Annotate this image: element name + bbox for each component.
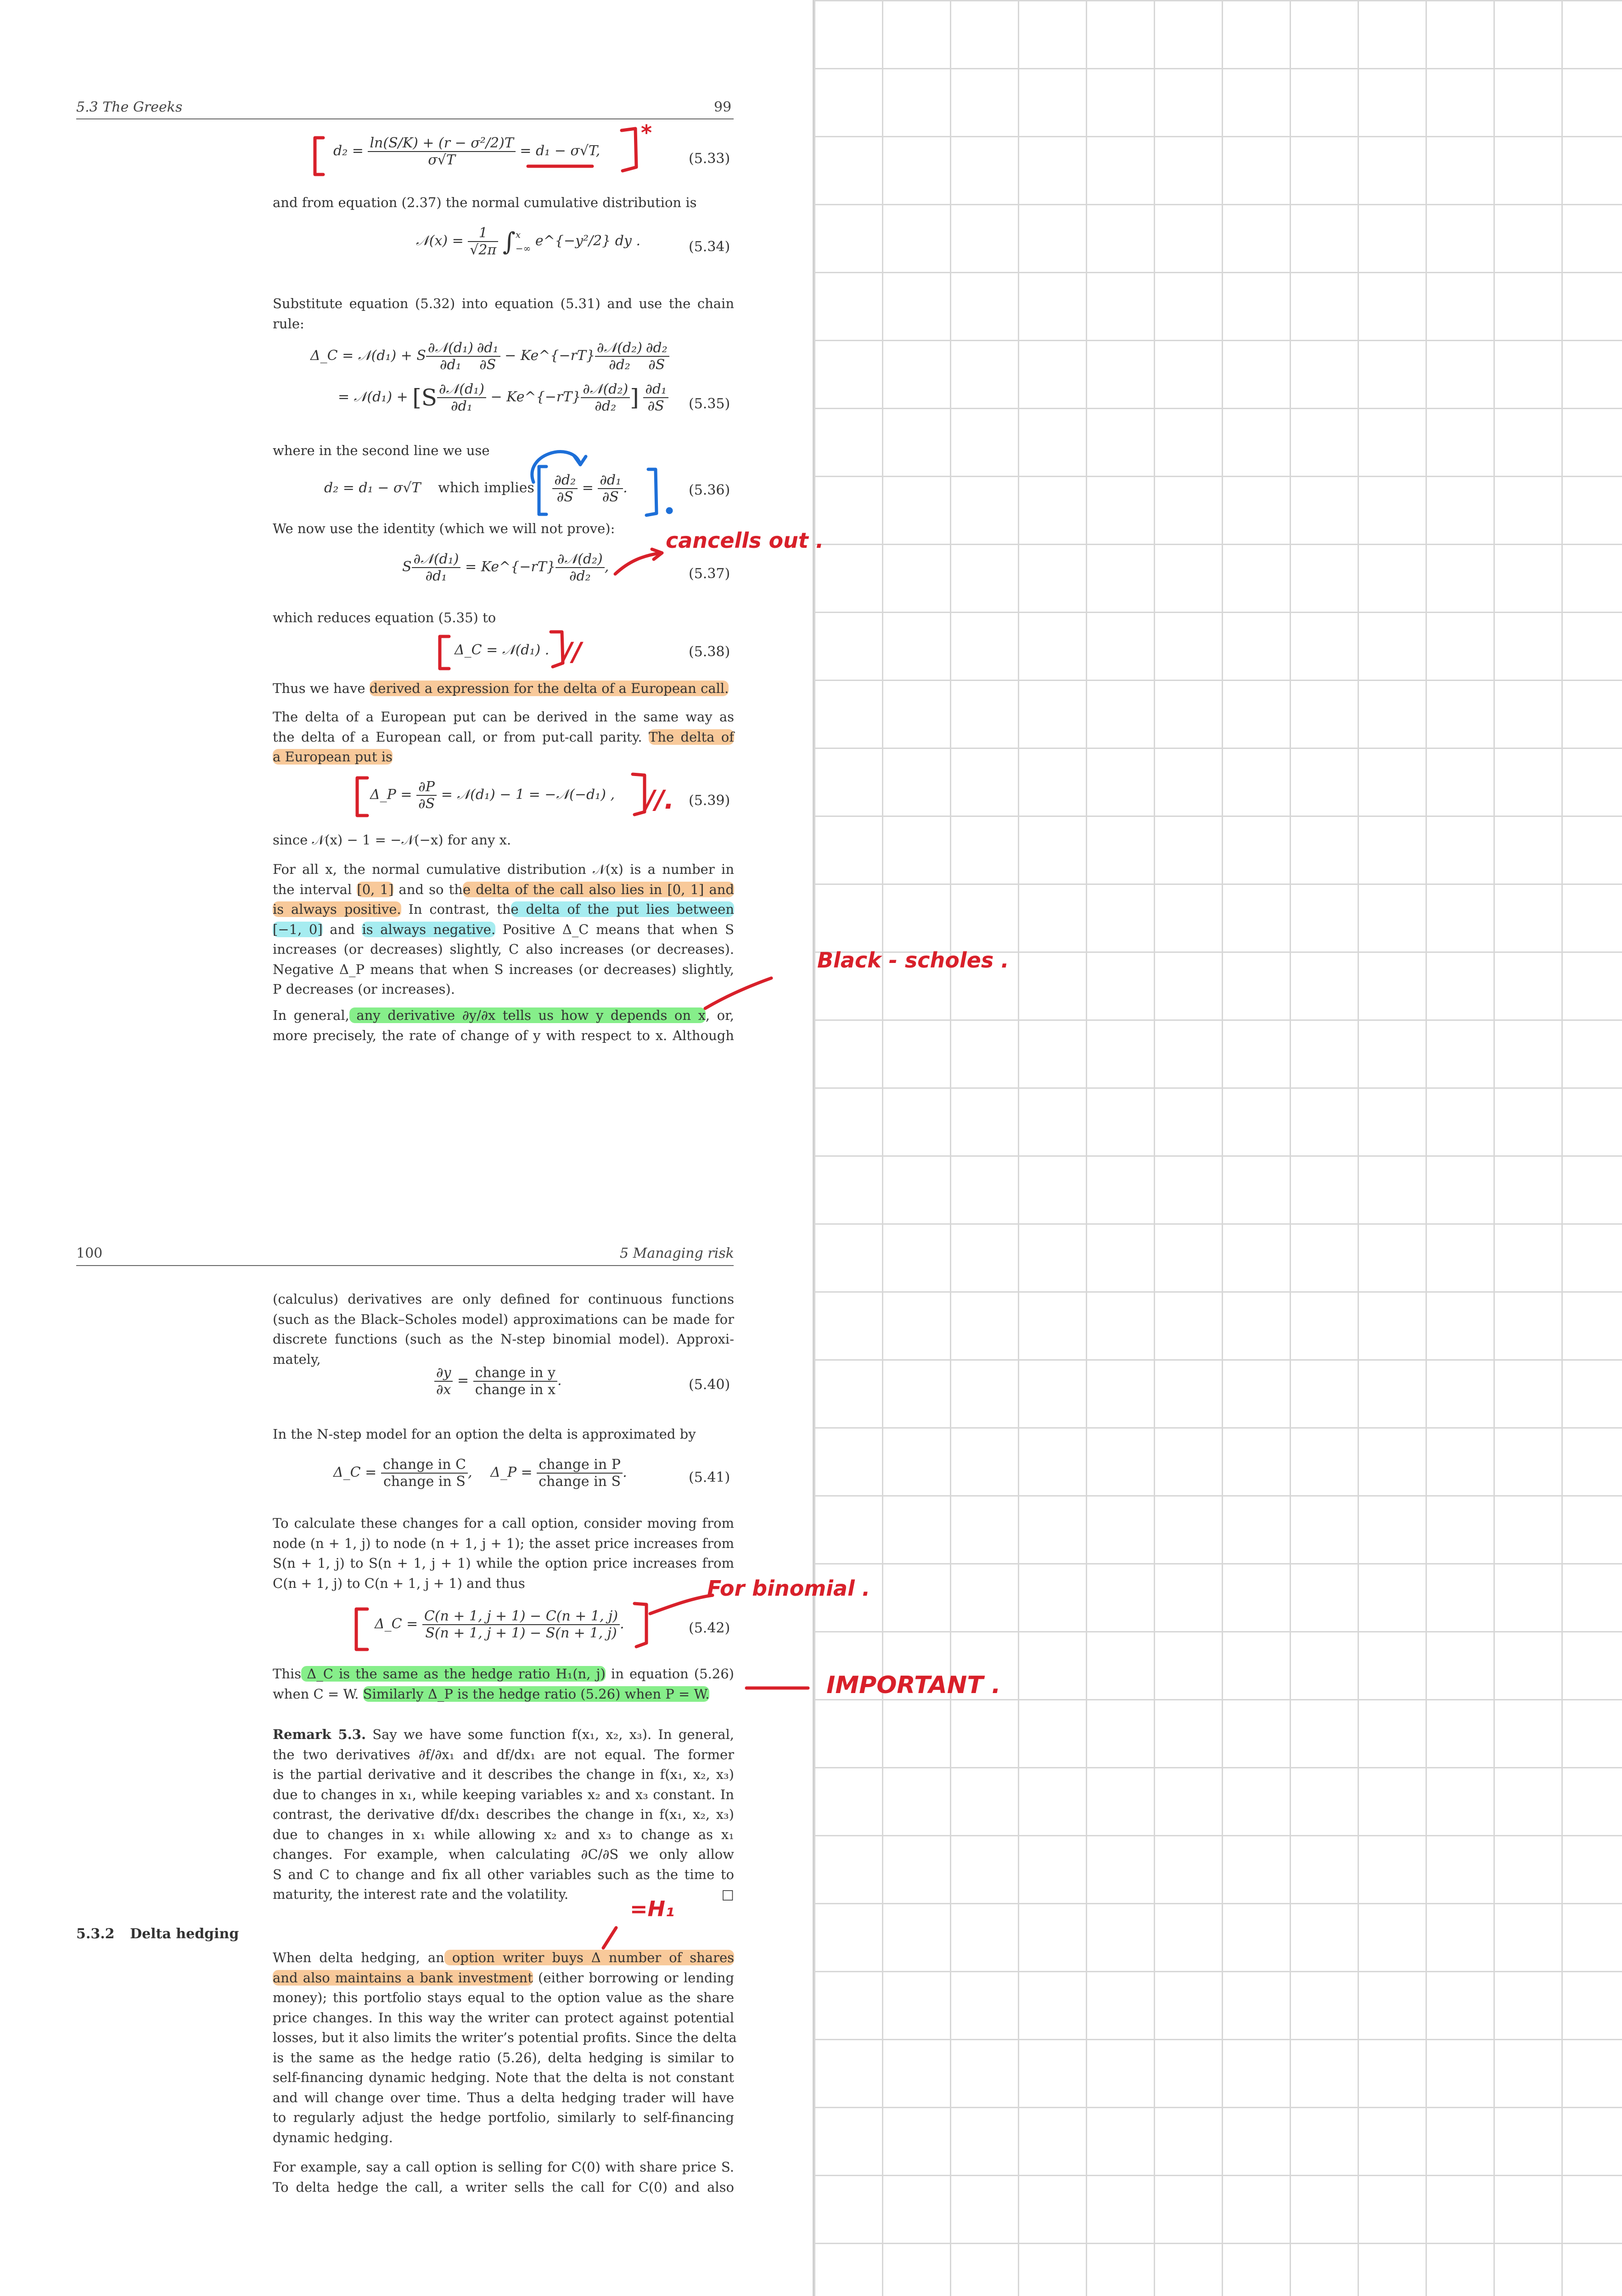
annotation-cancels-out: cancells out . bbox=[666, 528, 824, 553]
annotation-double-slash: // bbox=[563, 637, 582, 667]
eq-part: Δ_P = bbox=[490, 1464, 533, 1480]
eq-sign: = bbox=[457, 1373, 469, 1389]
annotation-important: IMPORTANT . bbox=[826, 1671, 1001, 1699]
text-run: Thus we have bbox=[273, 681, 370, 696]
eq-lhs: d₂ = bbox=[333, 143, 364, 159]
annotation-star: * bbox=[641, 120, 652, 145]
text-run: and so th bbox=[393, 881, 463, 897]
eq-dot: . bbox=[623, 480, 628, 496]
text-line: S(n + 1, j) to S(n + 1, j + 1) while the option price increases from bbox=[273, 1555, 734, 1571]
frac-num: change in C bbox=[381, 1457, 468, 1474]
highlight-orange: and also maintains a bank investment bbox=[273, 1970, 533, 1986]
text-line: is the same as the hedge ratio (5.26), delta hedging is similar to bbox=[273, 2049, 734, 2065]
text-run: , or, bbox=[705, 1007, 734, 1023]
bracket-right-5-33 bbox=[622, 129, 636, 171]
eq-text: which implies bbox=[438, 480, 534, 496]
text-run: when C = W. bbox=[273, 1686, 363, 1702]
text-line: Negative Δ_P means that when S increases (or decreases) slightly, bbox=[273, 961, 734, 977]
highlight-cyan: [−1, 0] bbox=[273, 921, 323, 937]
equation-number: (5.38) bbox=[689, 644, 730, 660]
eq-part: = 𝒩(d₁) + bbox=[338, 389, 408, 405]
eq-lhs: 𝒩(x) = bbox=[416, 233, 464, 249]
text-line: The delta of a European put can be derived in the same way as bbox=[273, 709, 734, 725]
text-line: (such as the Black–Scholes model) approximations can be made for bbox=[273, 1311, 734, 1327]
equation-number: (5.37) bbox=[689, 566, 730, 582]
frac-num: change in P bbox=[537, 1457, 623, 1474]
eq-part: − Ke^{−rT} bbox=[505, 348, 595, 364]
frac-den: ∂S bbox=[647, 398, 664, 414]
text-line: We now use the identity (which we will not prove): bbox=[273, 521, 615, 536]
text-line: rule: bbox=[273, 315, 304, 332]
pointer-for-binomial bbox=[650, 1595, 713, 1614]
eq-rhs: = 𝒩(d₁) − 1 = −𝒩(−d₁) , bbox=[441, 787, 615, 803]
frac-den: ∂d₁ bbox=[451, 398, 472, 414]
text-run: In contrast, th bbox=[401, 901, 511, 917]
frac-num: ∂d₂ bbox=[644, 340, 669, 357]
eq-part: S bbox=[402, 559, 412, 575]
eq-dot: . bbox=[557, 1373, 562, 1389]
highlight-orange: derived a expression for the delta of a European call. bbox=[369, 681, 729, 696]
section-number: 5.3.2 bbox=[76, 1926, 115, 1942]
frac-den: ∂d₂ bbox=[609, 357, 630, 373]
blue-dot bbox=[668, 509, 671, 512]
text-line: (calculus) derivatives are only defined for continuous functions bbox=[273, 1291, 734, 1307]
eq-part: Δ_C = bbox=[333, 1464, 377, 1480]
highlight-cyan: is always negative. bbox=[362, 921, 496, 937]
lower-limit: −∞ bbox=[515, 243, 531, 254]
text-line: mately, bbox=[273, 1351, 321, 1367]
eq-part: − Ke^{−rT} bbox=[490, 389, 581, 405]
frac-num: ∂𝒩(d₁) bbox=[426, 340, 475, 357]
text-line: price changes. In this way the writer can protect against potential bbox=[273, 2009, 734, 2026]
equation-number: (5.34) bbox=[689, 239, 730, 255]
annotation-eq-h1: =H₁ bbox=[630, 1896, 675, 1921]
equation-number: (5.41) bbox=[689, 1469, 730, 1486]
equation-number: (5.40) bbox=[689, 1377, 730, 1393]
highlight-orange: The delta of bbox=[648, 729, 734, 745]
text-line: which reduces equation (5.35) to bbox=[273, 610, 496, 625]
arrow-cancels-out bbox=[615, 553, 661, 574]
close-bracket: ] bbox=[630, 384, 639, 411]
equation-number: (5.39) bbox=[689, 793, 730, 809]
frac-den: ∂d₂ bbox=[595, 398, 617, 414]
text-line: to regularly adjust the hedge portfolio, similarly to self-financing bbox=[273, 2110, 734, 2125]
frac-num: ln(S/K) + (r − σ²/2)T bbox=[368, 135, 515, 152]
frac-num: ∂d₁ bbox=[598, 472, 623, 489]
equation-number: (5.35) bbox=[689, 396, 730, 412]
eq-sign: = bbox=[582, 480, 594, 496]
upper-limit: x bbox=[515, 229, 521, 240]
text-line: S and C to change and fix all other variables such as the time to bbox=[273, 1866, 734, 1882]
frac-den: ∂d₂ bbox=[569, 568, 591, 584]
text-line: discrete functions (such as the N-step binomial model). Approxi- bbox=[273, 1331, 734, 1347]
text-line: self-financing dynamic hedging. Note that the delta is not constant bbox=[273, 2070, 734, 2085]
page-number: 99 bbox=[714, 99, 732, 115]
annotation-for-binomial: For binomial . bbox=[707, 1576, 870, 1601]
running-header-section: 5.3 The Greeks bbox=[76, 99, 183, 115]
text-run: (either borrowing or lending bbox=[533, 1970, 735, 1986]
frac-den: change in S bbox=[539, 1474, 621, 1490]
frac-den: ∂S bbox=[648, 357, 665, 373]
annotation-black-scholes: Black - scholes . bbox=[817, 948, 1009, 973]
text-line: C(n + 1, j) to C(n + 1, j + 1) and thus bbox=[273, 1575, 525, 1591]
frac-num: ∂d₁ bbox=[643, 381, 668, 398]
pointer-black-scholes bbox=[705, 978, 771, 1008]
text-run: Positive Δ_C means that when S bbox=[495, 921, 734, 937]
text-line: the two derivatives ∂f/∂x₁ and df/dx₁ are not equal. The former bbox=[273, 1746, 734, 1762]
text-run: Say we have some function f(x₁, x₂, x₃). In general, bbox=[366, 1727, 734, 1742]
highlight-green: any derivative ∂y/∂x tells us how y depends on x bbox=[349, 1007, 706, 1023]
text-run: When delta hedging, an bbox=[273, 1950, 444, 1965]
text-line: dynamic hedging. bbox=[273, 2129, 393, 2145]
equation-number: (5.33) bbox=[689, 151, 730, 167]
running-header-chapter: 5 Managing risk bbox=[620, 1245, 734, 1261]
bracket-left-5-38 bbox=[440, 636, 449, 669]
section-title: Delta hedging bbox=[130, 1926, 239, 1942]
equation-number: (5.42) bbox=[689, 1620, 730, 1636]
integral-sign: ∫ bbox=[502, 227, 516, 256]
text-run: in equation (5.26) bbox=[605, 1666, 734, 1682]
highlight-cyan: e delta of the put lies between bbox=[511, 901, 734, 917]
text-line: increases (or decreases) slightly, C also increases (or decreases). bbox=[273, 941, 734, 957]
frac-den: σ√T bbox=[428, 152, 455, 168]
qed-symbol: □ bbox=[721, 1886, 734, 1902]
bracket-left-5-39 bbox=[357, 778, 367, 816]
open-bracket: [S bbox=[412, 384, 438, 411]
frac-num: ∂𝒩(d₂) bbox=[595, 340, 644, 357]
eq-comma: , bbox=[604, 559, 609, 575]
text-line: To calculate these changes for a call option, consider moving from bbox=[273, 1515, 734, 1531]
text-line: changes. For example, when calculating ∂C/∂S we only allow bbox=[273, 1846, 734, 1862]
text-line: node (n + 1, j) to node (n + 1, j + 1); the asset price increases from bbox=[273, 1535, 734, 1551]
frac-num: ∂𝒩(d₁) bbox=[412, 551, 461, 568]
text-line: due to changes in x₁, while keeping variables x₂ and x₃ constant. In bbox=[273, 1786, 734, 1802]
text-run: In general, bbox=[273, 1007, 349, 1023]
frac-num: ∂y bbox=[434, 1365, 453, 1382]
bracket-right-5-42 bbox=[634, 1604, 646, 1647]
eq-lhs: Δ_P = bbox=[370, 787, 412, 803]
bracket-left-5-33 bbox=[315, 138, 323, 174]
eq-dot: . bbox=[623, 1464, 627, 1480]
frac-num: ∂P bbox=[416, 779, 437, 796]
text-line: is the partial derivative and it describes the change in f(x₁, x₂, x₃) bbox=[273, 1767, 734, 1782]
text-line: and will change over time. Thus a delta hedging trader will have bbox=[273, 2089, 734, 2105]
highlight-orange: option writer buys Δ number of shares bbox=[444, 1950, 734, 1965]
equation-number: (5.36) bbox=[689, 482, 730, 498]
highlight-orange: e delta of the call also lies in [0, 1] and bbox=[462, 881, 735, 897]
text-line: since 𝒩(x) − 1 = −𝒩(−x) for any x. bbox=[273, 832, 511, 848]
text-line: To delta hedge the call, a writer sells the call for C(0) and also bbox=[273, 2179, 734, 2195]
integrand: e^{−y²/2} dy . bbox=[535, 233, 641, 249]
highlight-orange: is always positive. bbox=[273, 901, 401, 917]
frac-den: ∂S bbox=[479, 357, 496, 373]
annotation-double-slash-dot: //. bbox=[645, 785, 674, 815]
frac-den: ∂x bbox=[436, 1382, 451, 1398]
text-line: In the N-step model for an option the delta is approximated by bbox=[273, 1426, 696, 1442]
text-run: maturity, the interest rate and the volatility. bbox=[273, 1886, 569, 1902]
text-run: the delta of a European call, or from put-call parity. bbox=[273, 729, 649, 745]
text-line: and from equation (2.37) the normal cumulative distribution is bbox=[273, 195, 697, 210]
frac-den: change in x bbox=[475, 1382, 556, 1398]
bracket-right-5-38 bbox=[551, 632, 563, 667]
eq-dot: . bbox=[620, 1616, 624, 1632]
frac-num: ∂d₂ bbox=[552, 472, 578, 489]
frac-den: √2π bbox=[470, 242, 497, 258]
remark-title: Remark 5.3. bbox=[273, 1727, 366, 1742]
bracket-left-5-42 bbox=[356, 1609, 367, 1649]
frac-num: C(n + 1, j + 1) − C(n + 1, j) bbox=[422, 1608, 620, 1625]
eq-part: Δ_C = 𝒩(d₁) + S bbox=[310, 348, 426, 364]
text-line: For example, say a call option is selling for C(0) with share price S. bbox=[273, 2159, 734, 2175]
highlight-green: Δ_C is the same as the hedge ratio H₁(n, j) bbox=[301, 1666, 606, 1682]
frac-num: ∂𝒩(d₁) bbox=[437, 381, 486, 398]
blue-bracket-right-5-36 bbox=[646, 469, 657, 515]
frac-den: ∂d₁ bbox=[440, 357, 461, 373]
page-number: 100 bbox=[76, 1245, 103, 1261]
blue-bracket-left-5-36 bbox=[539, 467, 546, 514]
text-line: due to changes in x₁ while allowing x₂ and x₃ to change as x₁ bbox=[273, 1826, 734, 1842]
eq-rhs: = d₁ − σ√T, bbox=[520, 143, 601, 159]
frac-num: ∂𝒩(d₂) bbox=[581, 381, 630, 398]
text-run: This bbox=[273, 1666, 302, 1682]
text-line: losses, but it also limits the writer’s potential profits. Since the delta bbox=[273, 2030, 737, 2045]
frac-num: 1 bbox=[468, 225, 498, 242]
text-line: more precisely, the rate of change of y with respect to x. Although bbox=[273, 1027, 734, 1043]
frac-den: ∂d₁ bbox=[425, 568, 447, 584]
text-line: For all x, the normal cumulative distribution 𝒩(x) is a number in bbox=[273, 861, 734, 877]
frac-den: ∂S bbox=[418, 796, 435, 812]
pointer-h1 bbox=[603, 1928, 616, 1948]
frac-num: ∂𝒩(d₂) bbox=[556, 551, 605, 568]
frac-den: change in S bbox=[383, 1474, 466, 1490]
frac-den: ∂S bbox=[602, 489, 619, 505]
eq-lhs: d₂ = d₁ − σ√T bbox=[324, 480, 421, 496]
text-line: contrast, the derivative df/dx₁ describes the change in f(x₁, x₂, x₃) bbox=[273, 1806, 734, 1822]
highlight-orange: [0, 1] bbox=[357, 881, 394, 897]
highlight-orange: a European put is bbox=[273, 749, 393, 765]
text-line: money); this portfolio stays equal to the option value as the share bbox=[273, 1990, 734, 2005]
highlight-green: Similarly Δ_P is the hedge ratio (5.26) when P = W. bbox=[363, 1686, 710, 1702]
eq-part: = Ke^{−rT} bbox=[465, 559, 556, 575]
text-line: where in the second line we use bbox=[273, 443, 490, 458]
eq-comma: , bbox=[468, 1464, 472, 1480]
frac-num: ∂d₁ bbox=[475, 340, 500, 357]
eq-lhs: Δ_C = bbox=[375, 1616, 418, 1632]
frac-den: ∂S bbox=[556, 489, 573, 505]
text-line: Substitute equation (5.32) into equation (5.31) and use the chain bbox=[273, 296, 734, 311]
text-run: the interval bbox=[273, 881, 357, 897]
equation-5-38: Δ_C = 𝒩(d₁) . bbox=[455, 642, 550, 658]
text-run: and bbox=[322, 921, 362, 937]
frac-num: change in y bbox=[473, 1365, 557, 1382]
text-line: P decreases (or increases). bbox=[273, 981, 455, 997]
frac-den: S(n + 1, j + 1) − S(n + 1, j) bbox=[425, 1625, 617, 1641]
bracket-right-5-39 bbox=[633, 774, 645, 815]
